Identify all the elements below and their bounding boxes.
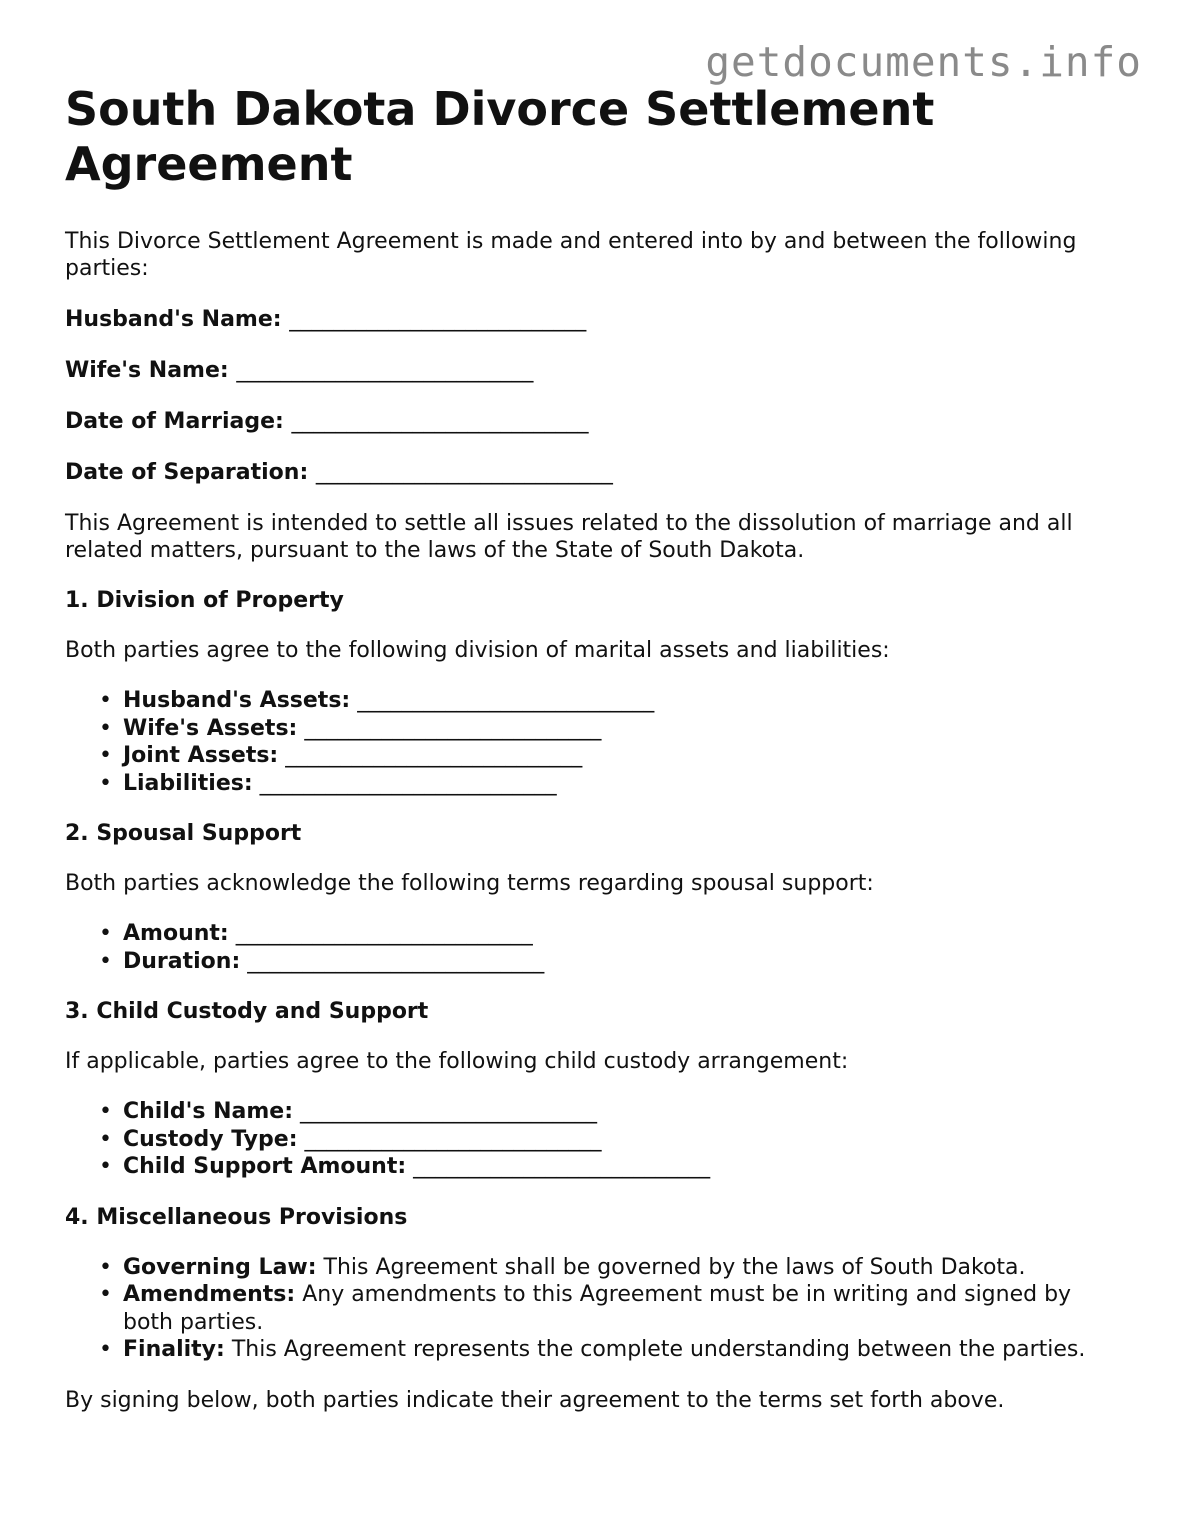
list-item[interactable] — [99, 1098, 1125, 1126]
field-blank[interactable]: ___________________________ — [357, 688, 655, 713]
document-title: South Dakota Divorce Settlement Agreement — [65, 82, 935, 191]
bullet-icon: • — [99, 715, 112, 741]
wife-name-field[interactable] — [65, 357, 1125, 384]
bullet-icon: • — [99, 743, 112, 768]
watermark: getdocuments.info — [705, 38, 1142, 86]
list-item[interactable] — [99, 770, 1125, 798]
section-heading-property: 1. Division of Property — [65, 588, 344, 613]
bullet-icon: • — [99, 1099, 112, 1124]
bullet-icon: • — [99, 948, 112, 974]
field-blank[interactable]: ___________________________ — [259, 770, 557, 796]
item-label: Amendments: — [123, 1282, 296, 1307]
field-blank[interactable]: ___________________________ — [315, 460, 613, 485]
list-item — [99, 1336, 1125, 1364]
list-item[interactable] — [99, 742, 1125, 770]
item-text: This Agreement represents the complete understanding between the parties. — [224, 1337, 1086, 1362]
item-label: Child's Name: — [123, 1099, 294, 1124]
item-label: Joint Assets: — [123, 743, 279, 768]
item-label: Duration: — [123, 948, 241, 974]
husband-name-field[interactable] — [65, 306, 1125, 333]
list-item[interactable] — [99, 1153, 1125, 1181]
spousal-list — [65, 920, 1125, 975]
field-blank[interactable]: ___________________________ — [413, 1154, 711, 1179]
separation-date-field[interactable] — [65, 459, 1125, 486]
item-label: Husband's Assets: — [123, 688, 351, 713]
custody-list — [65, 1098, 1125, 1181]
section-intro-property: Both parties agree to the following division of marital assets and liabilities: — [65, 638, 890, 663]
misc-list — [65, 1254, 1125, 1364]
field-blank[interactable]: ___________________________ — [235, 921, 533, 946]
section-heading-custody: 3. Child Custody and Support — [65, 999, 429, 1024]
bullet-icon: • — [99, 1337, 112, 1362]
field-blank[interactable]: ___________________________ — [300, 1099, 598, 1124]
field-blank[interactable]: ___________________________ — [291, 409, 589, 434]
item-label: Wife's Assets: — [123, 715, 298, 741]
item-label: Amount: — [123, 921, 229, 946]
field-blank[interactable]: ___________________________ — [304, 715, 602, 741]
item-label: Child Support Amount: — [123, 1154, 407, 1179]
bullet-icon: • — [99, 1154, 112, 1179]
bullet-icon: • — [99, 688, 112, 713]
item-label: Finality: — [123, 1337, 225, 1362]
document-page — [65, 0, 1125, 1414]
list-item — [99, 1281, 1125, 1336]
field-label: Wife's Name: — [65, 358, 229, 383]
section-heading-spousal: 2. Spousal Support — [65, 821, 302, 846]
section-intro-spousal: Both parties acknowledge the following terms regarding spousal support: — [65, 871, 874, 896]
list-item — [99, 1254, 1125, 1282]
section-heading-misc: 4. Miscellaneous Provisions — [65, 1204, 408, 1230]
field-label: Date of Marriage: — [65, 409, 284, 434]
field-label: Husband's Name: — [65, 307, 282, 332]
bullet-icon: • — [99, 1254, 112, 1280]
bullet-icon: • — [99, 1126, 112, 1152]
field-blank[interactable]: ___________________________ — [289, 307, 587, 332]
bullet-icon: • — [99, 770, 112, 796]
item-text: This Agreement shall be governed by the laws of South Dakota. — [316, 1254, 1026, 1280]
list-item[interactable] — [99, 715, 1125, 743]
marriage-date-field[interactable] — [65, 408, 1125, 435]
list-item[interactable] — [99, 1126, 1125, 1154]
closing-paragraph: By signing below, both parties indicate their agreement to the terms set forth above. — [65, 1387, 1005, 1413]
list-item[interactable] — [99, 920, 1125, 948]
section-intro-custody: If applicable, parties agree to the following child custody arrangement: — [65, 1049, 849, 1074]
field-label: Date of Separation: — [65, 460, 309, 485]
item-label: Governing Law: — [123, 1254, 317, 1280]
field-blank[interactable]: ___________________________ — [236, 358, 534, 383]
list-item[interactable] — [99, 948, 1125, 976]
bullet-icon: • — [99, 1282, 112, 1307]
intro-paragraph: This Divorce Settlement Agreement is made and entered into by and between the following parties: — [65, 229, 1077, 281]
purpose-paragraph: This Agreement is intended to settle all issues related to the dissolution of marriage and all related matters, pursuant to the laws of the State of South Dakota. — [65, 511, 1073, 563]
property-list — [65, 687, 1125, 797]
field-blank[interactable]: ___________________________ — [285, 743, 583, 768]
item-label: Custody Type: — [123, 1126, 298, 1152]
item-text: Any amendments to this Agreement must be in writing and signed by both parties. — [123, 1282, 1072, 1335]
bullet-icon: • — [99, 921, 112, 946]
field-blank[interactable]: ___________________________ — [304, 1126, 602, 1152]
item-label: Liabilities: — [123, 770, 253, 796]
list-item[interactable] — [99, 687, 1125, 715]
field-blank[interactable]: ___________________________ — [247, 948, 545, 974]
